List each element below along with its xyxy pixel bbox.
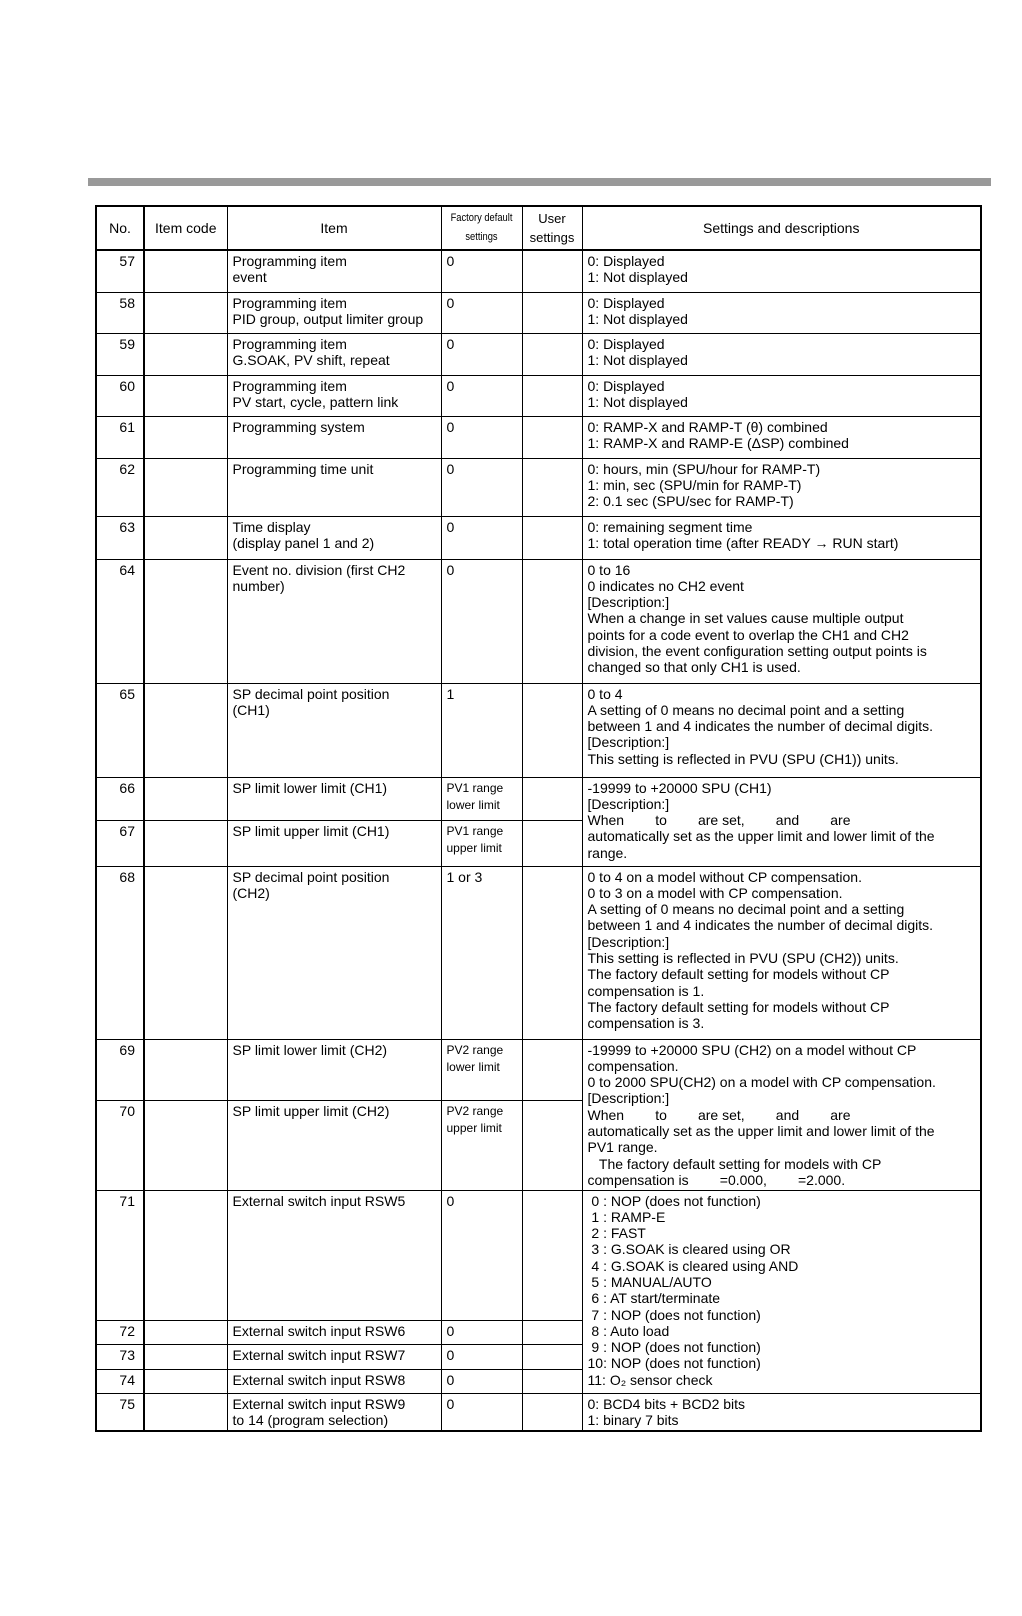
settings-description-cell [582,416,981,458]
settings-description-cell-line: 3 : G.SOAK is cleared using OR [587,1241,791,1258]
table-row [96,559,981,683]
settings-description-cell-line: automatically set as the upper limit and lower limit of the [587,1122,935,1139]
factory-default-cell-line: 0 [446,1395,455,1412]
settings-description-cell-line: 1: total operation time (after READY → RUN start) [587,534,899,551]
item-cell [227,683,441,777]
factory-default-cell-line: 0 [446,561,455,578]
settings-description-cell-line: 0 to 3 on a model with CP compensation. [587,884,843,901]
settings-description-cell-line: The factory default setting for models with CP [587,1155,882,1172]
factory-default-cell [441,250,522,292]
item-cell-line: SP decimal point position [232,685,390,702]
user-settings-cell[interactable] [522,866,582,1039]
header-factory-line2: settings [465,231,498,243]
item-cell-line: (CH1) [232,701,270,718]
user-settings-cell[interactable] [522,1320,582,1344]
factory-default-cell [441,1320,522,1344]
settings-description-cell-line: 9 : NOP (does not function) [587,1339,761,1356]
factory-default-cell-line: 0 [446,418,455,435]
user-settings-cell[interactable] [522,777,582,820]
settings-description-cell-line: compensation is 3. [587,1015,705,1032]
factory-default-cell [441,1344,522,1369]
factory-default-cell [441,416,522,458]
settings-description-cell-line: 7 : NOP (does not function) [587,1306,761,1323]
item-cell-line: SP limit upper limit (CH1) [232,822,390,839]
header-factory-line1: Factory default [450,212,513,224]
user-settings-cell[interactable] [522,375,582,416]
item-cell [227,559,441,683]
row-number: 72 [96,1320,144,1344]
item-cell-line: SP limit lower limit (CH1) [232,779,388,796]
user-settings-cell[interactable] [522,416,582,458]
settings-description-cell-line: -19999 to +20000 SPU (CH2) on a model without CP [587,1041,917,1058]
item-cell-line: Time display [232,518,311,535]
settings-description-cell [582,516,981,559]
settings-description-cell-line: [Description:] [587,1090,670,1107]
settings-description-cell-line: [Description:] [587,795,670,812]
factory-default-cell [441,777,522,820]
settings-description-cell-line: 1: RAMP-X and RAMP-E (ΔSP) combined [587,434,849,451]
settings-description-cell-line: 1: min, sec (SPU/min for RAMP-T) [587,476,802,493]
table-row [96,1190,981,1320]
user-settings-cell[interactable] [522,1100,582,1190]
item-cell-line: Event no. division (first CH2 [232,561,406,578]
item-cell-line: External switch input RSW5 [232,1192,406,1209]
item-cell [227,1039,441,1100]
settings-description-cell-line: between 1 and 4 indicates the number of decimal digits. [587,718,934,735]
row-number: 73 [96,1344,144,1369]
user-settings-cell[interactable] [522,250,582,292]
settings-description-cell-line: 5 : MANUAL/AUTO [587,1273,712,1290]
row-number: 57 [96,250,144,292]
settings-description-cell-line: compensation is 1. [587,982,705,999]
settings-description-cell-line: A setting of 0 means no decimal point and a setting [587,901,905,918]
factory-default-cell-line: 0 [446,1322,455,1339]
settings-description-cell-line: [Description:] [587,933,670,950]
item-cell-line: Programming item [232,377,347,394]
settings-description-cell-line: 11: O₂ sensor check [587,1371,713,1388]
row-number: 69 [96,1039,144,1100]
factory-default-cell-line: lower limit [446,1059,500,1074]
settings-description-cell-line: [Description:] [587,734,670,751]
settings-description-cell [582,375,981,416]
user-settings-cell[interactable] [522,1190,582,1320]
table-header-row [96,206,981,250]
settings-description-cell-line: 4 : G.SOAK is cleared using AND [587,1257,799,1274]
table-row [96,1039,981,1100]
user-settings-cell[interactable] [522,516,582,559]
item-code-cell [144,866,227,1039]
item-cell [227,1190,441,1320]
item-cell [227,292,441,333]
factory-default-cell-line: 0 [446,1346,455,1363]
item-code-cell [144,1369,227,1393]
table-row [96,250,981,292]
settings-description-cell-line: When to are set, and are [587,812,851,829]
row-number: 75 [96,1393,144,1431]
table-row [96,1393,981,1431]
settings-description-cell-line: range. [587,844,628,861]
row-number: 67 [96,820,144,866]
settings-description-cell-line: 0: Displayed [587,294,665,311]
item-cell-line: PID group, output limiter group [232,310,424,327]
header-user-line2: settings [529,230,575,245]
settings-description-cell [582,559,981,683]
user-settings-cell[interactable] [522,1393,582,1431]
settings-description-cell-line: 0 to 4 on a model without CP compensation. [587,868,862,885]
item-code-cell [144,777,227,820]
item-cell-line: Programming time unit [232,460,374,477]
settings-description-cell-line: compensation. [587,1057,679,1074]
settings-description-cell-line: When a change in set values cause multiple output [587,610,904,627]
factory-default-cell-line: PV2 range [446,1042,504,1057]
factory-default-cell-line: 0 [446,1371,455,1388]
settings-description-cell-line: 10: NOP (does not function) [587,1355,761,1372]
factory-default-cell [441,820,522,866]
table-row [96,416,981,458]
row-number: 64 [96,559,144,683]
item-code-cell [144,559,227,683]
item-code-cell [144,1039,227,1100]
item-cell [227,1344,441,1369]
item-code-cell [144,1344,227,1369]
row-number: 68 [96,866,144,1039]
settings-description-cell-line: 0: hours, min (SPU/hour for RAMP-T) [587,460,821,477]
item-cell [227,333,441,375]
settings-description-cell-line: This setting is reflected in PVU (SPU (CH2)) units. [587,949,899,966]
settings-description-cell [582,1039,981,1190]
factory-default-cell [441,516,522,559]
item-cell [227,820,441,866]
settings-description-cell [582,683,981,777]
settings-description-cell-line: 0: Displayed [587,253,665,269]
header-item-code: Item code [144,206,227,250]
header-factory-default [447,206,516,250]
item-cell-line: number) [232,577,285,594]
factory-default-cell-line: 0 [446,377,455,394]
factory-default-cell-line: PV1 range [446,823,504,838]
settings-description-cell [582,292,981,333]
settings-description-cell-line: 0: Displayed [587,335,665,352]
factory-default-cell [441,1369,522,1393]
settings-description-cell-line: changed so that only CH1 is used. [587,659,801,676]
item-cell-line: Programming item [232,253,347,269]
settings-description-cell [582,1190,981,1393]
table-row [96,458,981,516]
user-settings-cell[interactable] [522,1344,582,1369]
settings-description-cell-line: When to are set, and are [587,1106,851,1123]
factory-default-cell [441,333,522,375]
table-row [96,333,981,375]
item-cell-line: SP decimal point position [232,868,390,885]
item-cell [227,516,441,559]
factory-default-cell-line: upper limit [446,1120,502,1135]
item-code-cell [144,1100,227,1190]
factory-default-cell-line: 0 [446,1192,455,1209]
settings-description-cell-line: PV1 range. [587,1139,658,1156]
row-number: 74 [96,1369,144,1393]
user-settings-cell[interactable] [522,683,582,777]
item-cell-line: Programming item [232,335,347,352]
table-row [96,866,981,1039]
item-cell [227,458,441,516]
settings-description-cell-line: The factory default setting for models without CP [587,966,890,983]
settings-description-cell [582,1393,981,1431]
settings-description-cell-line: 1: Not displayed [587,310,688,327]
settings-description-cell-line: compensation is =0.000, =2.000. [587,1171,846,1188]
factory-default-cell [441,683,522,777]
item-cell [227,375,441,416]
user-settings-cell[interactable] [522,1039,582,1100]
settings-description-cell-line: 0 indicates no CH2 event [587,577,744,594]
item-cell-line: (display panel 1 and 2) [232,534,375,551]
row-number: 58 [96,292,144,333]
settings-table [95,205,982,1432]
row-number: 71 [96,1190,144,1320]
item-cell [227,777,441,820]
settings-description-cell-line: [Description:] [587,594,670,611]
settings-description-cell-line: The factory default setting for models without CP [587,998,890,1015]
item-cell-line: External switch input RSW9 [232,1395,406,1412]
header-item: Item [227,206,441,250]
row-number: 65 [96,683,144,777]
item-code-cell [144,820,227,866]
settings-description-cell [582,333,981,375]
user-settings-cell[interactable] [522,292,582,333]
item-code-cell [144,292,227,333]
table-row [96,375,981,416]
row-number: 61 [96,416,144,458]
item-cell [227,1100,441,1190]
item-code-cell [144,250,227,292]
factory-default-cell-line: 1 [446,685,455,702]
settings-description-cell [582,866,981,1039]
settings-description-cell [582,458,981,516]
item-cell-line: Programming item [232,294,347,311]
settings-description-cell-line: 1 : RAMP-E [587,1208,666,1225]
factory-default-cell-line: lower limit [446,797,500,812]
factory-default-cell-line: PV2 range [446,1103,504,1118]
factory-default-cell [441,458,522,516]
item-cell [227,866,441,1039]
factory-default-cell [441,375,522,416]
item-cell-line: External switch input RSW8 [232,1371,406,1388]
item-code-cell [144,416,227,458]
item-code-cell [144,683,227,777]
header-no: No. [96,206,144,250]
settings-description-cell-line: automatically set as the upper limit and lower limit of the [587,828,935,845]
user-settings-cell[interactable] [522,820,582,866]
factory-default-cell-line: upper limit [446,840,502,855]
item-cell [227,1320,441,1344]
factory-default-cell-line: 1 or 3 [446,868,483,885]
item-cell-line: G.SOAK, PV shift, repeat [232,351,390,368]
settings-description-cell [582,250,981,292]
table-body [96,250,981,1431]
item-code-cell [144,375,227,416]
factory-default-cell-line: 0 [446,253,455,269]
factory-default-cell [441,559,522,683]
factory-default-cell-line: 0 [446,518,455,535]
settings-description-cell-line: 6 : AT start/terminate [587,1290,721,1307]
settings-description-cell-line: points for a code event to overlap the CH1 and CH2 [587,626,909,643]
settings-description-cell-line: 0 to 2000 SPU(CH2) on a model with CP compensation. [587,1074,936,1091]
settings-description-cell-line: 1: binary 7 bits [587,1411,679,1428]
settings-description-cell-line: -19999 to +20000 SPU (CH1) [587,779,772,796]
factory-default-cell [441,1039,522,1100]
factory-default-cell-line: 0 [446,335,455,352]
settings-description-cell-line: 0: BCD4 bits + BCD2 bits [587,1395,746,1412]
settings-description-cell-line: 0: RAMP-X and RAMP-T (θ) combined [587,418,828,435]
factory-default-cell [441,1100,522,1190]
item-cell [227,1393,441,1431]
item-cell-line: to 14 (program selection) [232,1411,389,1428]
table-row [96,292,981,333]
item-cell [227,250,441,292]
settings-description-cell-line: 0: Displayed [587,377,665,394]
settings-description-cell-line: 1: Not displayed [587,351,688,368]
table-row [96,683,981,777]
row-number: 62 [96,458,144,516]
table-row [96,516,981,559]
settings-description-cell-line: 0: remaining segment time [587,518,753,535]
row-number: 59 [96,333,144,375]
settings-description-cell-line: 0 to 4 [587,685,623,702]
settings-description-cell-line: 2 : FAST [587,1225,646,1242]
row-number: 66 [96,777,144,820]
item-cell-line: SP limit upper limit (CH2) [232,1102,390,1119]
settings-description-cell-line: 0 : NOP (does not function) [587,1192,761,1209]
user-settings-cell[interactable] [522,458,582,516]
header-user-settings [522,206,582,250]
settings-description-cell-line: This setting is reflected in PVU (SPU (CH1)) units. [587,750,899,767]
table-row [96,777,981,820]
header-user-line1: User [538,211,566,226]
row-number: 70 [96,1100,144,1190]
user-settings-cell[interactable] [522,333,582,375]
section-divider-bar [88,178,991,186]
settings-description-cell-line: division, the event configuration setting output points is [587,642,927,659]
item-cell-line: (CH2) [232,884,270,901]
settings-description-cell-line: 1: Not displayed [587,393,688,410]
settings-description-cell-line: A setting of 0 means no decimal point and a setting [587,701,905,718]
settings-description-cell-line: 1: Not displayed [587,269,688,286]
item-cell [227,416,441,458]
item-cell-line: SP limit lower limit (CH2) [232,1041,388,1058]
factory-default-cell-line: 0 [446,294,455,311]
user-settings-cell[interactable] [522,1369,582,1393]
item-cell-line: event [232,269,267,286]
row-number: 60 [96,375,144,416]
item-code-cell [144,1190,227,1320]
user-settings-cell[interactable] [522,559,582,683]
item-code-cell [144,1320,227,1344]
factory-default-cell [441,1190,522,1320]
item-code-cell [144,458,227,516]
item-cell-line: External switch input RSW6 [232,1322,406,1339]
item-cell-line: PV start, cycle, pattern link [232,393,399,410]
factory-default-cell [441,866,522,1039]
item-cell-line: External switch input RSW7 [232,1346,406,1363]
item-code-cell [144,516,227,559]
factory-default-cell-line: PV1 range [446,780,504,795]
item-cell-line: Programming system [232,418,365,435]
header-settings-descriptions: Settings and descriptions [582,206,981,250]
row-number: 63 [96,516,144,559]
settings-description-cell-line: 8 : Auto load [587,1322,670,1339]
item-cell [227,1369,441,1393]
factory-default-cell-line: 0 [446,460,455,477]
settings-description-cell-line: between 1 and 4 indicates the number of decimal digits. [587,917,934,934]
settings-description-cell-line: 2: 0.1 sec (SPU/sec for RAMP-T) [587,493,794,510]
settings-description-cell-line: 0 to 16 [587,561,631,578]
item-code-cell [144,333,227,375]
item-code-cell [144,1393,227,1431]
factory-default-cell [441,292,522,333]
factory-default-cell [441,1393,522,1431]
settings-description-cell [582,777,981,866]
